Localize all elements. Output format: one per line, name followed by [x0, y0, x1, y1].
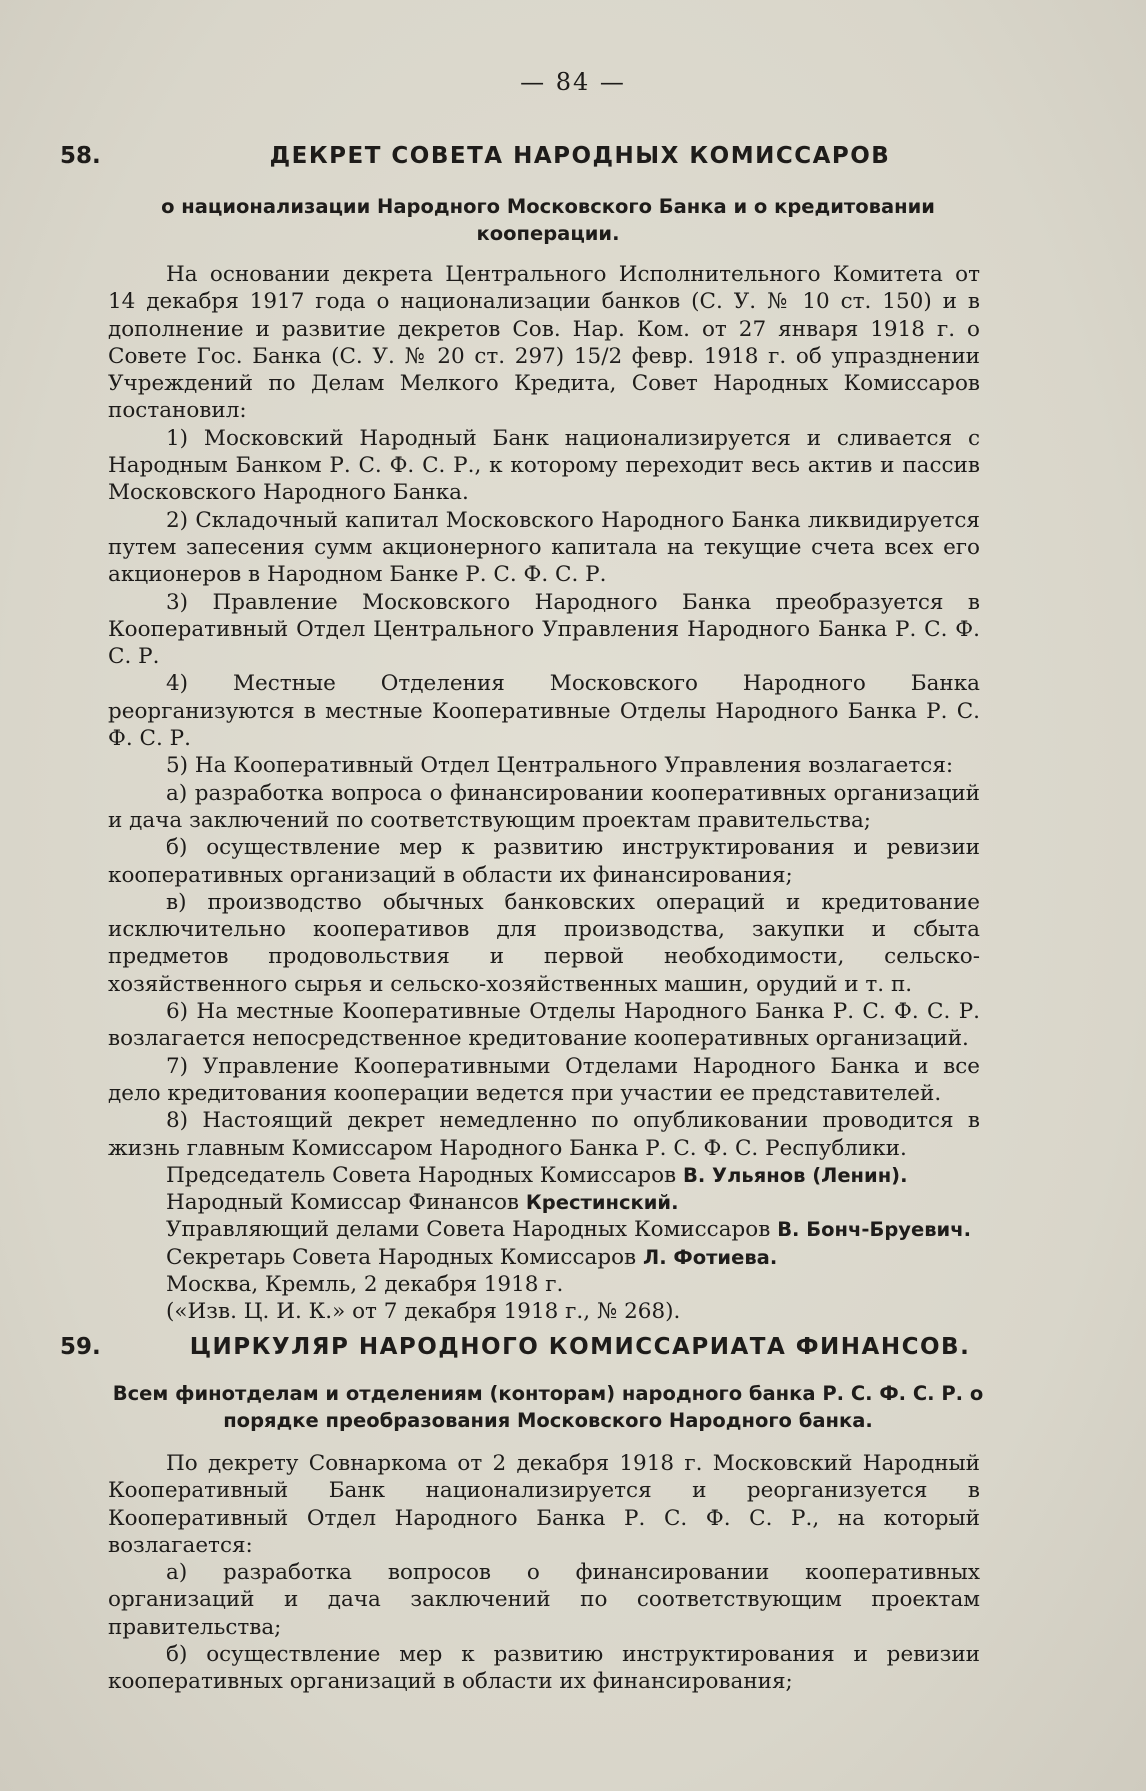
circular-intro: По декрету Совнаркома от 2 декабря 1918 г. Московский Народный Кооперативный Банк национализируется и реорганизуется в Кооперативный Отдел Народного Банка Р. С. Ф. С. Р., на который возлагается:: [108, 1451, 980, 1558]
decree-title: ДЕКРЕТ СОВЕТА НАРОДНЫХ КОМИССАРОВ: [269, 143, 891, 169]
page-number: — 84 —: [520, 68, 626, 96]
signature-chairman: Председатель Совета Народных Комиссаров В. Ульянов (Ленин).: [166, 1162, 908, 1188]
decree-item-5b: б) осуществление мер к развитию инструктирования и ревизии кооперативных организаций в области их финансирования;: [108, 835, 980, 888]
decree-item-1: 1) Московский Народный Банк национализируется и сливается с Народным Банком Р. С. Ф. С. Р., к которому переходит весь актив и пассив Московского Народного Банка.: [108, 425, 980, 506]
signature-secretary: Секретарь Совета Народных Комиссаров Л. Фотиева.: [166, 1244, 778, 1270]
circular-subtitle: Всем финотделам и отделениям (конторам) народного банка Р. С. Ф. С. Р. о порядке преобразования Московского Народного банка.: [112, 1382, 984, 1432]
decree-item-7: 7) Управление Кооперативными Отделами Народного Банка и все дело кредитования кооперации ведется при участии ее представителей.: [108, 1053, 980, 1106]
section-number-58: 58.: [60, 143, 101, 169]
decree-item-4: 4) Местные Отделения Московского Народного Банка реорганизуются в местные Кооперативные Отделы Народного Банка Р. С. Ф. С. Р.: [108, 671, 980, 752]
decree-item-3: 3) Правление Московского Народного Банка преобразуется в Кооперативный Отдел Центрального Управления Народного Банка Р. С. Ф. С. Р.: [108, 589, 980, 670]
decree-item-5c: в) производство обычных банковских операций и кредитование исключительно кооперативов для производства, закупки и сбыта предметов продовольствия и первой необходимости, сельско-хозяйственного сырья и сельско-хозяйственных машин, орудий и т. п.: [108, 889, 980, 997]
signature-finance-commissar: Народный Комиссар Финансов Крестинский.: [166, 1190, 679, 1216]
decree-body: [108, 261, 980, 1326]
source-citation: («Изв. Ц. И. К.» от 7 декабря 1918 г., № 268).: [166, 1299, 681, 1325]
circular-body: [108, 1450, 980, 1696]
circular-item-b: б) осуществление мер к развитию инструктирования и ревизии кооперативных организаций в области их финансирования;: [108, 1642, 980, 1695]
section-number-59: 59.: [60, 1334, 101, 1360]
circular-title: ЦИРКУЛЯР НАРОДНОГО КОМИССАРИАТА ФИНАНСОВ.: [189, 1334, 971, 1360]
decree-item-5: 5) На Кооперативный Отдел Центрального Управления возлагается:: [166, 753, 954, 779]
decree-subtitle: о национализации Народного Московского Банка и о кредитовании кооперации.: [161, 195, 935, 245]
signature-business-manager: Управляющий делами Совета Народных Комиссаров В. Бонч-Бруевич.: [166, 1217, 972, 1243]
decree-item-6: 6) На местные Кооперативные Отделы Народного Банка Р. С. Ф. С. Р. возлагается непосредственное кредитование кооперативных организаций.: [108, 999, 980, 1052]
decree-item-5a: а) разработка вопроса о финансировании кооперативных организаций и дача заключений по соответствующим проектам правительства;: [108, 780, 980, 833]
circular-item-a: а) разработка вопросов о финансировании кооперативных организаций и дача заключений по соответствующим проектам правительства;: [108, 1560, 980, 1640]
decree-intro: На основании декрета Центрального Исполнительного Комитета от 14 декабря 1917 года о национализации банков (С. У. № 10 ст. 150) и в дополнение и развитие декретов Сов. Нар. Ком. от 27 января 1918 г. о Совете Гос. Банка (С. У. № 20 ст. 297) 15/2 февр. 1918 г. об упразднении Учреждений по Делам Мелкого Кредита, Совет Народных Комиссаров постановил:: [108, 262, 980, 424]
place-date: Москва, Кремль, 2 декабря 1918 г.: [166, 1271, 564, 1297]
decree-item-8: 8) Настоящий декрет немедленно по опубликовании проводится в жизнь главным Комиссаром Народного Банка Р. С. Ф. С. Республики.: [108, 1108, 980, 1161]
decree-item-2: 2) Складочный капитал Московского Народного Банка ликвидируется путем запесения сумм акционерного капитала на текущие счета всех его акционеров в Народном Банке Р. С. Ф. С. Р.: [108, 507, 980, 588]
